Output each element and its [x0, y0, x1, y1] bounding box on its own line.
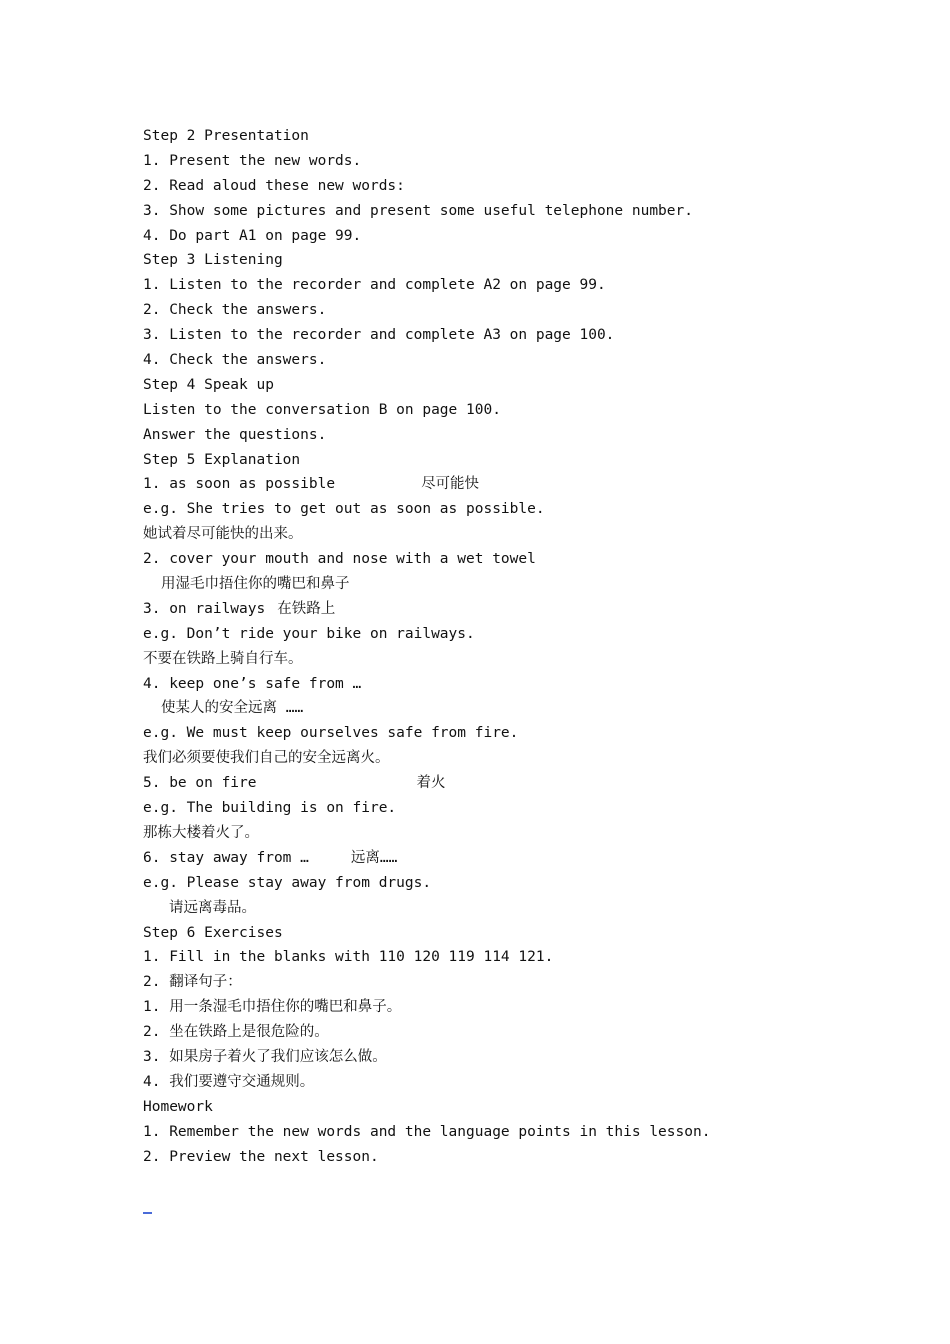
phrase-3-translation: 不要在铁路上骑自行车。	[143, 650, 303, 667]
step4-heading: Step 4 Speak up	[143, 376, 274, 393]
phrase-6-example: e.g. Please stay away from drugs.	[143, 874, 432, 891]
translation-sentence-2: 2. 坐在铁路上是很危险的。	[143, 1024, 329, 1041]
step3-item-2: 2. Check the answers.	[143, 302, 327, 319]
phrase-1-translation: 她试着尽可能快的出来。	[143, 526, 303, 543]
step2-item-4: 4. Do part A1 on page 99.	[143, 227, 362, 244]
step3-item-1: 1. Listen to the recorder and complete A2 on page 99.	[143, 277, 606, 294]
blue-underline-mark	[143, 1212, 152, 1214]
phrase-3-chinese: 在铁路上	[277, 600, 336, 617]
step6-heading: Step 6 Exercises	[143, 924, 283, 941]
phrase-4-chinese: 使某人的安全远离 ……	[161, 700, 304, 717]
step4-item-1: Listen to the conversation B on page 100.	[143, 401, 501, 418]
phrase-1-example: e.g. She tries to get out as soon as possible.	[143, 501, 545, 518]
phrase-3	[143, 597, 843, 622]
lesson-plan-body	[143, 124, 843, 1169]
phrase-3-example: e.g. Don’t ride your bike on railways.	[143, 625, 475, 642]
phrase-1	[143, 472, 843, 497]
step3-heading: Step 3 Listening	[143, 252, 283, 269]
phrase-4: 4. keep one’s safe from …	[143, 675, 362, 692]
phrase-5-translation: 那栋大楼着火了。	[143, 824, 259, 841]
phrase-5	[143, 771, 843, 796]
exercise-1: 1. Fill in the blanks with 110 120 119 114 121.	[143, 949, 554, 966]
translation-sentence-1: 1. 用一条湿毛巾捂住你的嘴巴和鼻子。	[143, 999, 402, 1016]
phrase-2-chinese: 用湿毛巾捂住你的嘴巴和鼻子	[161, 576, 350, 593]
phrase-1-english: 1. as soon as possible	[143, 476, 336, 493]
step4-item-2: Answer the questions.	[143, 426, 327, 443]
phrase-6	[143, 846, 843, 871]
translation-sentence-4: 4. 我们要遵守交通规则。	[143, 1073, 315, 1090]
step3-item-4: 4. Check the answers.	[143, 352, 327, 369]
step2-item-2: 2. Read aloud these new words:	[143, 177, 405, 194]
homework-item-2: 2. Preview the next lesson.	[143, 1148, 379, 1165]
phrase-5-chinese: 着火	[416, 775, 446, 792]
step2-item-1: 1. Present the new words.	[143, 152, 362, 169]
phrase-4-translation: 我们必须要使我们自己的安全远离火。	[143, 750, 390, 767]
step2-item-3: 3. Show some pictures and present some useful telephone number.	[143, 202, 693, 219]
phrase-4-example: e.g. We must keep ourselves safe from fire.	[143, 725, 519, 742]
phrase-2: 2. cover your mouth and nose with a wet towel	[143, 551, 536, 568]
homework-heading: Homework	[143, 1098, 213, 1115]
homework-item-1: 1. Remember the new words and the language points in this lesson.	[143, 1123, 711, 1140]
phrase-5-example: e.g. The building is on fire.	[143, 800, 397, 817]
phrase-1-chinese: 尽可能快	[421, 476, 480, 493]
phrase-6-chinese: 远离……	[350, 849, 398, 866]
translation-sentence-3: 3. 如果房子着火了我们应该怎么做。	[143, 1048, 387, 1065]
step2-heading: Step 2 Presentation	[143, 128, 309, 144]
step5-heading: Step 5 Explanation	[143, 451, 301, 468]
phrase-3-english: 3. on railways	[143, 600, 266, 617]
exercise-2: 2. 翻译句子：	[143, 974, 242, 991]
phrase-6-translation: 请远离毒品。	[169, 899, 256, 916]
phrase-6-english: 6. stay away from …	[143, 849, 309, 866]
step3-item-3: 3. Listen to the recorder and complete A3 on page 100.	[143, 327, 615, 344]
phrase-5-english: 5. be on fire	[143, 775, 257, 792]
